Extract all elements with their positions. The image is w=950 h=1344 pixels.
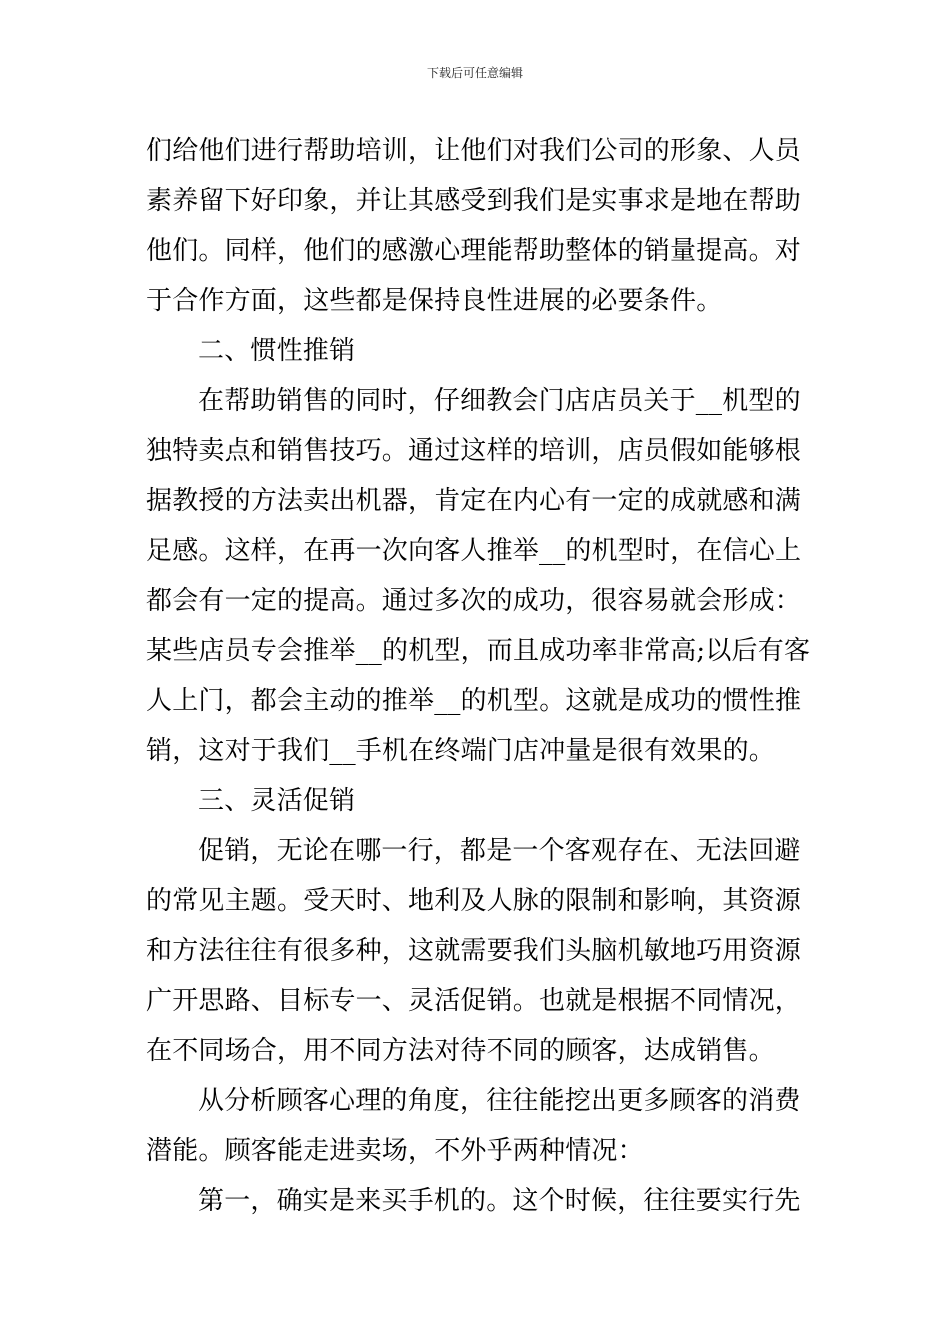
text-line: 素养留下好印象，并让其感受到我们是实事求是地在帮助: [146, 186, 802, 216]
text-line: 都会有一定的提高。通过多次的成功，很容易就会形成：: [146, 586, 802, 616]
text-line: 广开思路、目标专一、灵活促销。也就是根据不同情况，: [146, 986, 802, 1016]
text-line: 于合作方面，这些都是保持良性进展的必要条件。: [146, 286, 723, 316]
text-line: 和方法往往有很多种，这就需要我们头脑机敏地巧用资源: [146, 936, 802, 966]
text-line: 从分析顾客心理的角度，往往能挖出更多顾客的消费: [198, 1086, 801, 1116]
text-line: 第一，确实是来买手机的。这个时候，往往要实行先: [198, 1186, 801, 1216]
text-line: 独特卖点和销售技巧。通过这样的培训，店员假如能够根: [146, 436, 802, 466]
text-line: 促销，无论在哪一行，都是一个客观存在、无法回避: [198, 836, 801, 866]
text-line: 的常见主题。受天时、地利及人脉的限制和影响，其资源: [146, 886, 802, 916]
text-line: 他们。同样，他们的感激心理能帮助整体的销量提高。对: [146, 236, 802, 266]
text-line: 们给他们进行帮助培训，让他们对我们公司的形象、人员: [146, 136, 802, 166]
section-heading: 三、灵活促销: [198, 786, 356, 816]
text-line: 在不同场合，用不同方法对待不同的顾客，达成销售。: [146, 1036, 775, 1066]
section-heading: 二、惯性推销: [198, 336, 356, 366]
text-line: 人上门，都会主动的推举__的机型。这就是成功的惯性推: [146, 686, 802, 716]
text-line: 足感。这样，在再一次向客人推举__的机型时，在信心上: [146, 536, 802, 566]
page-header: 下载后可任意编辑: [426, 66, 523, 80]
document-body: [146, 126, 811, 1226]
text-line: 在帮助销售的同时，仔细教会门店店员关于__机型的: [198, 386, 801, 416]
text-line: 据教授的方法卖出机器，肯定在内心有一定的成就感和满: [146, 486, 802, 516]
text-line: 销，这对于我们__手机在终端门店冲量是很有效果的。: [146, 736, 776, 766]
text-line: 潜能。顾客能走进卖场，不外乎两种情况：: [146, 1136, 644, 1166]
text-line: 某些店员专会推举__的机型，而且成功率非常高;以后有客: [146, 636, 811, 666]
